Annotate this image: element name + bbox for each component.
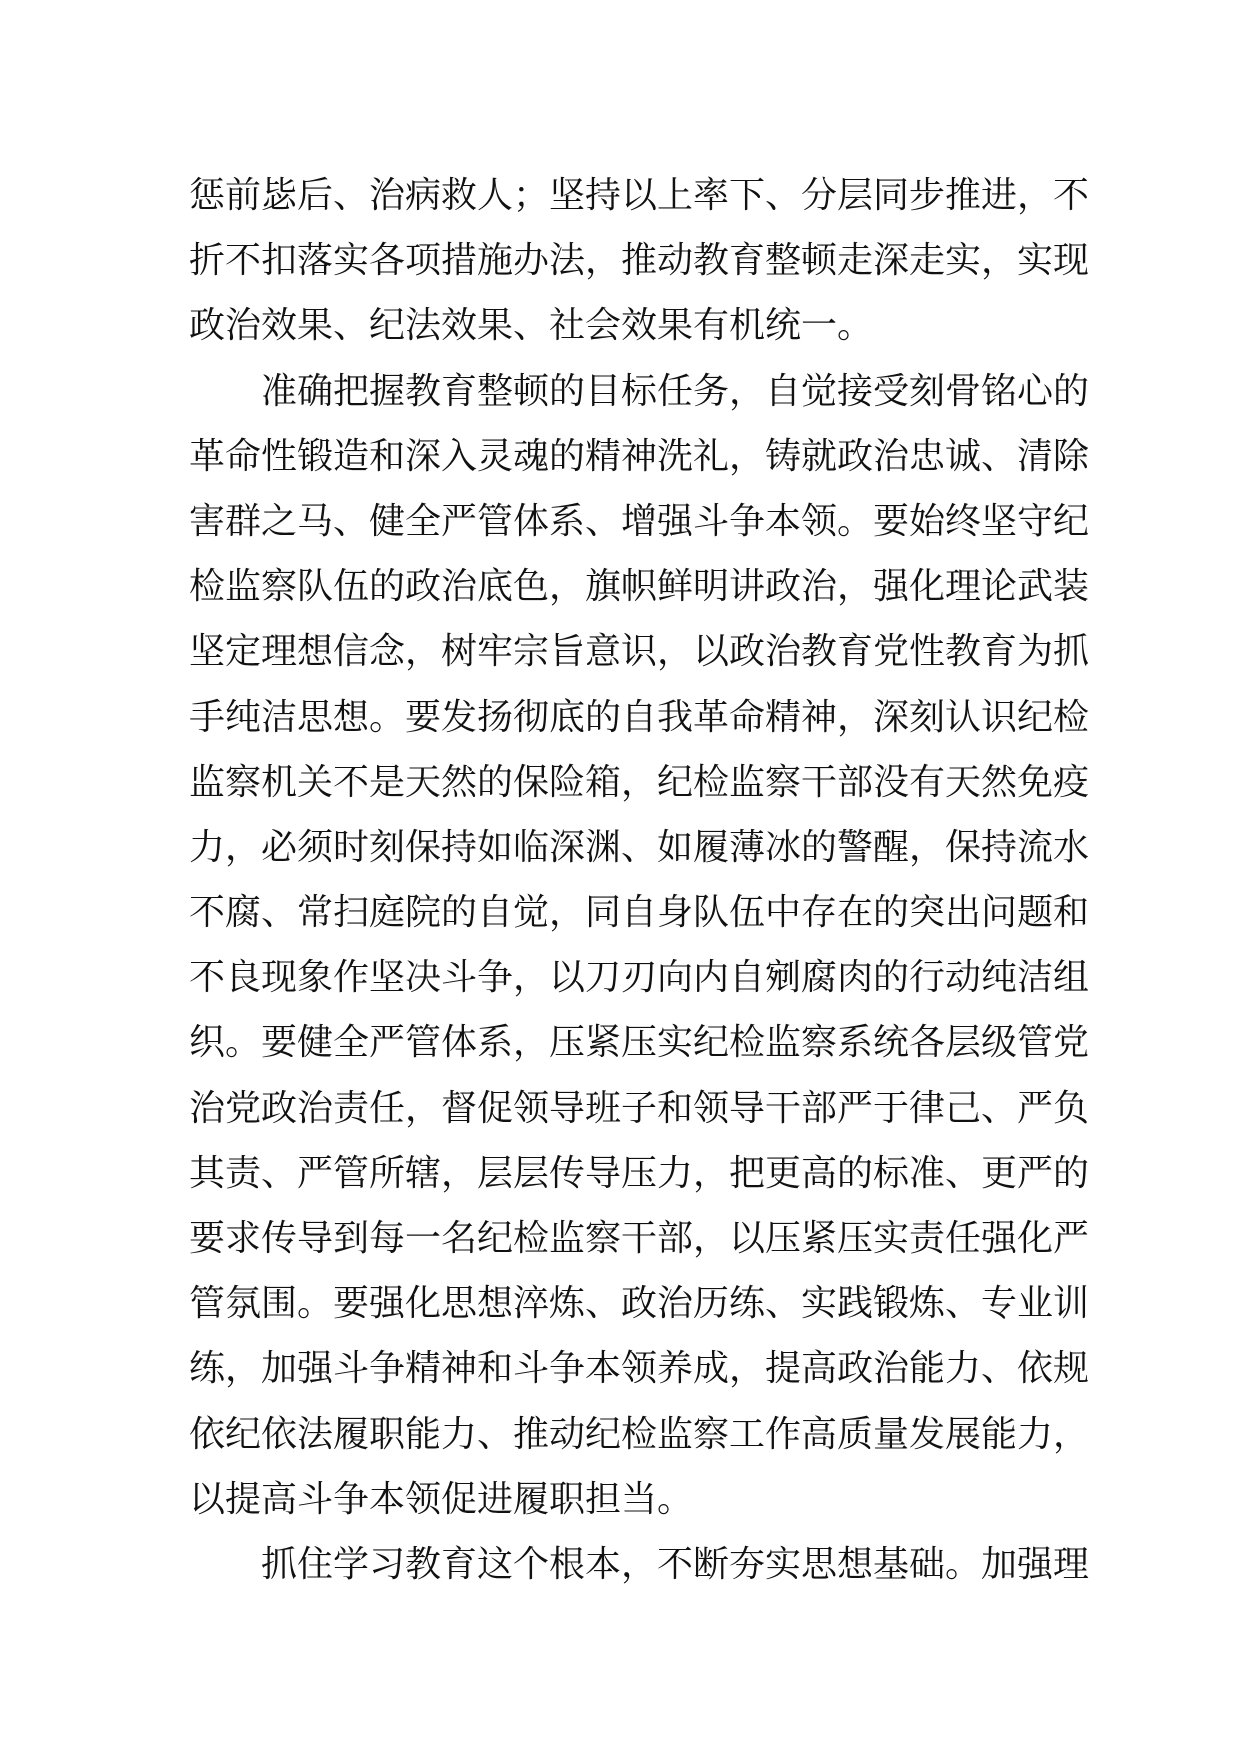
text-line: 不腐、常扫庭院的自觉，同自身队伍中存在的突出问题和 [189, 892, 1090, 934]
text-line: 以提高斗争本领促进履职担当。 [189, 1478, 694, 1520]
text-line: 依纪依法履职能力、推动纪检监察工作高质量发展能力， [189, 1413, 1090, 1455]
text-line: 治党政治责任，督促领导班子和领导干部严于律己、严负 [189, 1087, 1090, 1129]
text-line: 练，加强斗争精神和斗争本领养成，提高政治能力、依规 [189, 1348, 1090, 1390]
text-line: 力，必须时刻保持如临深渊、如履薄冰的警醒，保持流水 [189, 826, 1090, 868]
text-line: 惩前毖后、治病救人；坚持以上率下、分层同步推进，不 [189, 175, 1090, 216]
text-line: 折不扣落实各项措施办法，推动教育整顿走深走实，实现 [189, 240, 1090, 282]
paragraph-first-line: 准确把握教育整顿的目标任务，自觉接受刻骨铭心的 [261, 370, 1090, 412]
body-text [189, 163, 1090, 1597]
text-line: 害群之马、健全严管体系、增强斗争本领。要始终坚守纪 [189, 500, 1090, 542]
text-line: 管氛围。要强化思想淬炼、政治历练、实践锻炼、专业训 [189, 1283, 1090, 1325]
text-line: 政治效果、纪法效果、社会效果有机统一。 [189, 305, 874, 347]
text-line: 坚定理想信念，树牢宗旨意识，以政治教育党性教育为抓 [189, 631, 1090, 673]
text-line: 检监察队伍的政治底色，旗帜鲜明讲政治，强化理论武装 [189, 566, 1090, 608]
text-line: 监察机关不是天然的保险箱，纪检监察干部没有天然免疫 [189, 761, 1090, 803]
text-line: 织。要健全严管体系，压紧压实纪检监察系统各层级管党 [189, 1022, 1090, 1064]
text-line: 革命性锻造和深入灵魂的精神洗礼，铸就政治忠诚、清除 [189, 435, 1090, 477]
text-line: 其责、严管所辖，层层传导压力，把更高的标准、更严的 [189, 1152, 1090, 1194]
text-line: 不良现象作坚决斗争，以刀刃向内自剜腐肉的行动纯洁组 [189, 957, 1090, 999]
text-line: 手纯洁思想。要发扬彻底的自我革命精神，深刻认识纪检 [189, 696, 1090, 738]
text-line: 要求传导到每一名纪检监察干部，以压紧压实责任强化严 [189, 1218, 1090, 1259]
paragraph-first-line: 抓住学习教育这个根本，不断夯实思想基础。加强理 [261, 1543, 1090, 1585]
